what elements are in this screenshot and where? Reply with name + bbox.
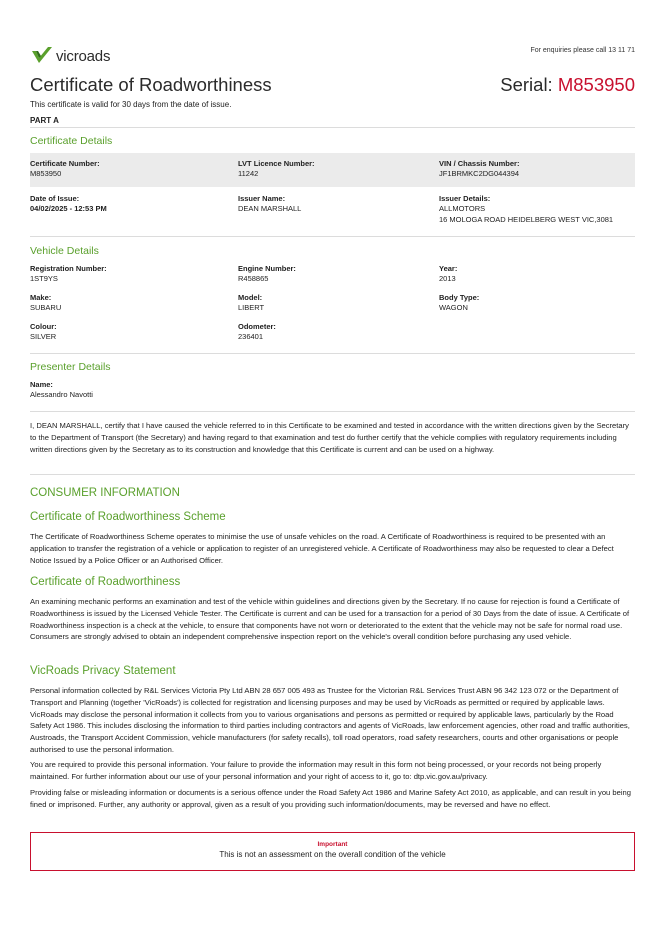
privacy-text-3: Providing false or misleading information or documents is a serious offence under the Road Safety Act 1986 and Marine Safety Act 2010, as applicable, and can result in you being fined or imprisoned. Further, any authority or approval, given as a result of you providing such information/documents, may be reversed and have no effect. xyxy=(30,788,631,809)
body-type-label: Body Type: xyxy=(439,293,480,302)
presenter-name-value: Alessandro Navotti xyxy=(30,390,93,399)
engine-label: Engine Number: xyxy=(238,264,296,273)
issuer-details-line1: ALLMOTORS xyxy=(439,204,486,213)
body-type-field xyxy=(439,293,479,313)
roadworthiness-heading: Certificate of Roadworthiness xyxy=(30,576,181,588)
colour-label: Colour: xyxy=(30,322,57,331)
privacy-heading: VicRoads Privacy Statement xyxy=(30,665,176,677)
issuer-name-label: Issuer Name: xyxy=(238,194,286,203)
date-of-issue-field xyxy=(30,194,107,214)
scheme-text: The Certificate of Roadworthiness Scheme operates to minimise the use of unsafe vehicles on the road. A Certificate of Roadworthiness is required to be presented with an application to transfer the registration of a vehicle or application to register of an unregistered vehicle. A Certificate of Roadworthiness may also be requested to clear a Defect Notice Issued by a Police Officer or an Authorised Officer. xyxy=(30,532,614,565)
vicroads-logo xyxy=(30,44,110,68)
model-field xyxy=(238,293,264,313)
privacy-text-1: Personal information collected by R&L Services Victoria Pty Ltd ABN 28 657 005 493 as Trustee for the Victorian R&L Services Trust ABN 96 342 123 072 or the Department of Transport and Planning (together 'VicRoads') is collected for registration and licensing purposes and may be used by VicRoads as permitted or required by applicable laws. VicRoads may disclose the personal information it collects from you to various organisations and persons as permitted or required by applicable laws, particularly by the Road Safety Act 1986. This includes disclosing the information to third parties including contractors and agents of VicRoads, law enforcement agencies, other road and traffic authorities, Austroads, the Transport Accident Commission, vehicle manufacturers (for safety recalls), toll road operators, road safety researchers, courts and other organisations or people authorised to use the personal information. xyxy=(30,686,630,754)
vehicle-details-heading: Vehicle Details xyxy=(30,245,99,257)
lvt-licence-label: LVT Licence Number: xyxy=(238,159,315,168)
vin-field xyxy=(439,159,519,179)
body-type-value: WAGON xyxy=(439,303,468,312)
registration-value: 1ST9YS xyxy=(30,274,58,283)
important-title: Important xyxy=(317,841,348,848)
certificate-details-shade xyxy=(30,153,635,187)
engine-value: R458865 xyxy=(238,274,269,283)
year-field xyxy=(439,264,457,284)
enquiries-text: For enquiries please call 13 11 71 xyxy=(530,47,635,54)
year-value: 2013 xyxy=(439,274,456,283)
divider xyxy=(30,236,635,237)
registration-label: Registration Number: xyxy=(30,264,107,273)
serial-label: Serial: xyxy=(500,74,553,95)
issuer-name-value: DEAN MARSHALL xyxy=(238,204,302,213)
colour-field xyxy=(30,322,57,342)
model-value: LIBERT xyxy=(238,303,265,312)
issuer-details-field xyxy=(439,194,613,225)
serial xyxy=(500,74,635,96)
validity-text: This certificate is valid for 30 days from the date of issue. xyxy=(30,100,232,109)
make-label: Make: xyxy=(30,293,52,302)
serial-number: M853950 xyxy=(557,74,635,95)
important-text: This is not an assessment on the overall condition of the vehicle xyxy=(219,850,446,859)
lvt-licence-value: 11242 xyxy=(238,169,259,178)
issuer-details-line2: 16 MOLOGA ROAD HEIDELBERG WEST VIC,3081 xyxy=(439,215,614,224)
part-label: PART A xyxy=(30,116,59,125)
lvt-licence-field xyxy=(238,159,315,179)
colour-value: SILVER xyxy=(30,332,57,341)
divider xyxy=(30,353,635,354)
make-field xyxy=(30,293,61,313)
make-value: SUBARU xyxy=(30,303,62,312)
date-of-issue-label: Date of Issue: xyxy=(30,194,80,203)
odometer-value: 236401 xyxy=(238,332,264,341)
certification-statement: I, DEAN MARSHALL, certify that I have caused the vehicle referred to in this Certificate to be examined and tested in accordance with the written directions given by the Secretary to the Department of Transport (the Secretary) and having regard to that examination and test do further certify that the vehicle complies with regulatory requirements including written directions given by the Secretary as to its construction and knowledge that this Certificate is current and can be used on a highway. xyxy=(30,421,629,454)
roadworthiness-text: An examining mechanic performs an examination and test of the vehicle within guidelines and directions given by the Secretary. If no cause for rejection is found a Certificate of Roadworthiness is issued by the Licensed Vehicle Tester. The Certificate is current and can be used for a transaction for a period of 30 Days from the date of issue. A Certificate of Roadworthiness inspection is a check at the vehicle, to ensure that components have not worn or deteriorated to the extent that the vehicle may not be safe for normal road use. Consumers are strongly advised to obtain an independent comprehensive inspection report on the vehicle's overall condition before purchasing any used vehicle. xyxy=(30,597,630,642)
certificate-number-value: M853950 xyxy=(30,169,62,178)
vin-value: JF1BRMKC2DG044394 xyxy=(439,169,520,178)
date-of-issue-value: 04/02/2025 - 12:53 PM xyxy=(30,204,107,213)
vin-label: VIN / Chassis Number: xyxy=(439,159,520,168)
model-label: Model: xyxy=(238,293,263,302)
vicroads-check-icon xyxy=(30,45,54,67)
scheme-heading: Certificate of Roadworthiness Scheme xyxy=(30,511,226,523)
issuer-name-field xyxy=(238,194,301,214)
divider xyxy=(30,411,635,412)
divider xyxy=(30,474,635,475)
privacy-text-2: You are required to provide this personal information. Your failure to provide the information may result in this form not being processed, or your records not being properly maintained. For further information about our use of your personal information and your right of access to it, go to: dtp.vic.gov.au/privacy. xyxy=(30,760,602,781)
presenter-name-label: Name: xyxy=(30,380,53,389)
certificate-number-label: Certificate Number: xyxy=(30,159,100,168)
issuer-details-label: Issuer Details: xyxy=(439,194,491,203)
year-label: Year: xyxy=(439,264,458,273)
divider xyxy=(30,127,635,128)
logo-text: vicroads xyxy=(56,47,111,65)
page-title: Certificate of Roadworthiness xyxy=(30,74,272,95)
presenter-details-heading: Presenter Details xyxy=(30,361,111,373)
consumer-information-heading: CONSUMER INFORMATION xyxy=(30,487,180,499)
odometer-field xyxy=(238,322,276,342)
certificate-details-heading: Certificate Details xyxy=(30,135,113,147)
certificate-number-field xyxy=(30,159,100,179)
engine-field xyxy=(238,264,296,284)
presenter-name-field xyxy=(30,380,93,400)
odometer-label: Odometer: xyxy=(238,322,276,331)
important-notice xyxy=(30,832,635,871)
registration-field xyxy=(30,264,107,284)
